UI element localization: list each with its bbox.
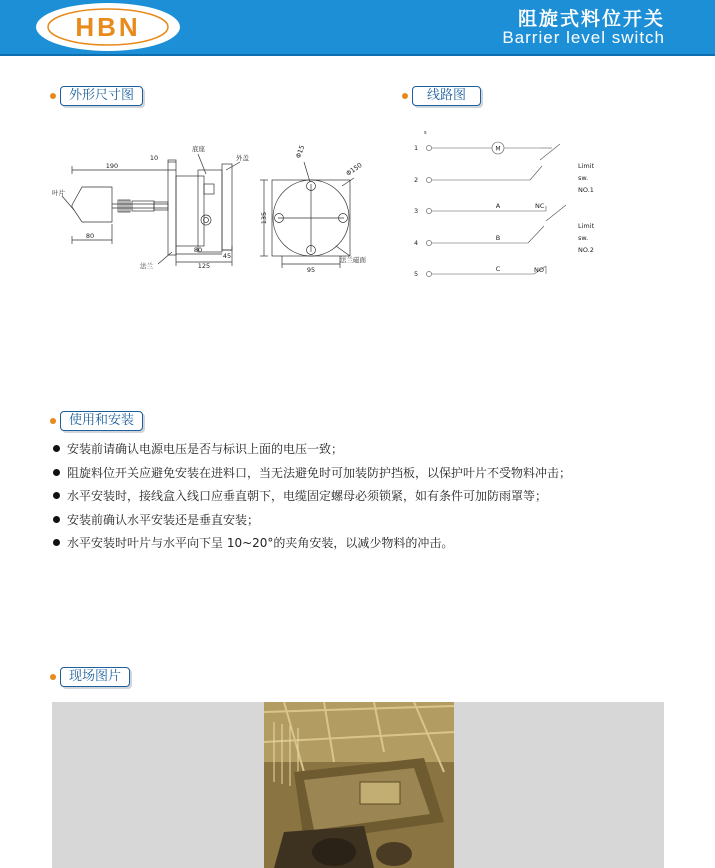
dim-phi15: Φ15: [294, 144, 307, 160]
page-title-cn: 阻旋式料位开关: [517, 8, 665, 30]
dim-190: 190: [105, 162, 119, 170]
site-photo: [264, 702, 454, 868]
limit2-line2: sw.: [578, 234, 589, 242]
label-base: 底座: [192, 145, 205, 153]
dim-135: 135: [260, 211, 268, 225]
section-photos-label: 现场图片: [60, 667, 130, 687]
section-dimensions-label: 外形尺寸图: [60, 86, 143, 106]
label-flange-gasket: 法兰磁面: [340, 256, 366, 264]
dim-80: 80: [193, 246, 203, 254]
label-cover: 外盖: [236, 154, 249, 162]
contact-no: NO: [534, 266, 544, 274]
dim-phi150: Φ150: [344, 161, 364, 178]
dim-10: 10: [149, 154, 159, 162]
list-item: 阻旋料位开关应避免安装在进料口，当无法避免时可加装防护挡板，以保护叶片不受物料冲击；: [52, 464, 672, 488]
list-item: 水平安装时叶片与水平向下呈 10~20°的夹角安装，以减少物料的冲击。: [52, 534, 672, 558]
usage-list: [52, 440, 672, 558]
dim-125: 125: [197, 262, 211, 270]
limit1-line1: Limit: [578, 162, 595, 170]
terminal-5: 5: [414, 270, 419, 278]
dimension-drawing: [50, 140, 390, 280]
company-logo: [34, 2, 182, 52]
dim-45: 45: [222, 252, 232, 260]
section-wiring: [402, 86, 481, 106]
bullet-dot: [50, 93, 56, 99]
terminal-4: 4: [414, 239, 419, 247]
wiring-marker: s: [424, 130, 427, 136]
dim-95: 95: [306, 266, 316, 274]
bullet-dot: [402, 93, 408, 99]
contact-nc: NC: [535, 202, 545, 210]
terminal-1: 1: [414, 144, 419, 152]
page-title-en: Barrier level switch: [502, 28, 665, 47]
limit2-line3: NO.2: [578, 246, 594, 254]
section-usage: [50, 411, 143, 431]
section-photos: [50, 667, 130, 687]
header-divider: [0, 54, 715, 56]
section-dimensions: [50, 86, 143, 106]
terminal-2: 2: [414, 176, 419, 184]
list-item: 安装前确认水平安装还是垂直安装；: [52, 511, 672, 535]
limit1-line3: NO.1: [578, 186, 594, 194]
terminal-3: 3: [414, 207, 419, 215]
motor-label: M: [495, 145, 501, 153]
svg-text:HBN: HBN: [75, 12, 141, 42]
limit2-line1: Limit: [578, 222, 595, 230]
list-item: 安装前请确认电源电压是否与标识上面的电压一致；: [52, 440, 672, 464]
section-wiring-label: 线路图: [412, 86, 481, 106]
wiring-diagram: [400, 126, 630, 290]
label-blade: 叶片: [52, 189, 65, 197]
contact-a: A: [495, 202, 501, 210]
bullet-dot: [50, 674, 56, 680]
label-flange: 法兰: [140, 262, 153, 270]
bullet-dot: [50, 418, 56, 424]
limit1-line2: sw.: [578, 174, 589, 182]
section-usage-label: 使用和安装: [60, 411, 143, 431]
contact-c: C: [495, 265, 501, 273]
dim-80-left: 80: [85, 232, 95, 240]
contact-b: B: [495, 234, 501, 242]
list-item: 水平安装时，接线盒入线口应垂直朝下，电缆固定螺母必须锁紧，如有条件可加防雨罩等；: [52, 487, 672, 511]
